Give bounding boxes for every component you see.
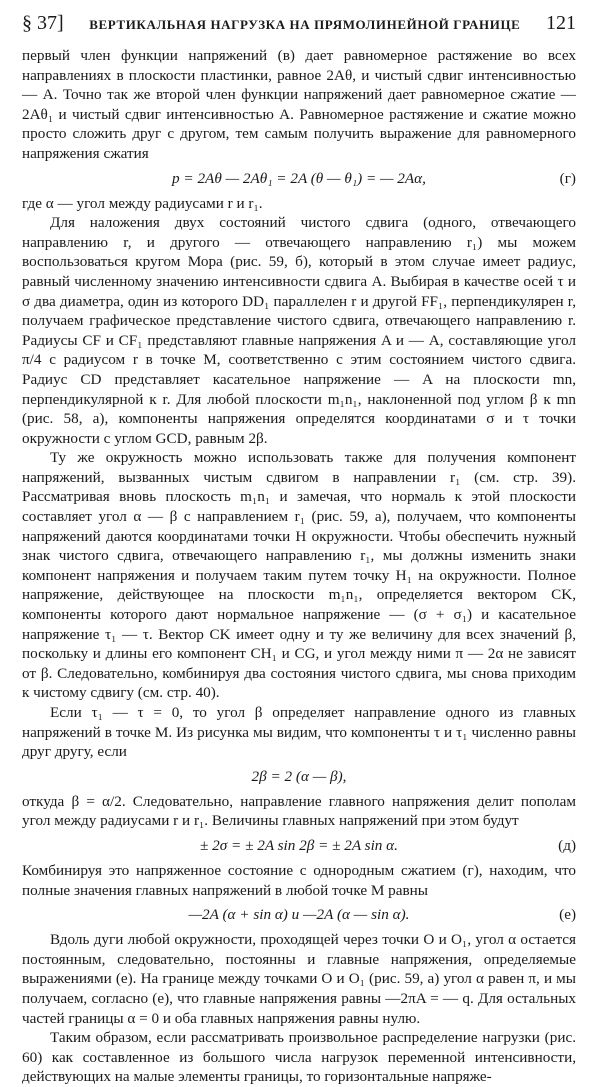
running-title: ВЕРТИКАЛЬНАЯ НАГРУЗКА НА ПРЯМОЛИНЕЙНОЙ ГРАНИЦЕ	[89, 17, 521, 32]
paragraph: откуда β = α/2. Следовательно, направление главного напряжения делит пополам угол между радиусами r и r₁. Величины главных напряжений при этом будут	[22, 792, 576, 830]
equation	[22, 169, 576, 189]
equation	[22, 767, 576, 787]
equation-expression: —2A (α + sin α) и —2A (α — sin α).	[188, 906, 410, 924]
equation	[22, 836, 576, 856]
running-header	[22, 12, 576, 46]
page-number: 121	[545, 12, 576, 34]
equation-expression: p = 2Aθ — 2Aθ₁ = 2A (θ — θ₁) = — 2Aα,	[172, 169, 426, 187]
paragraph: Для наложения двух состояний чистого сдвига (одного, отвечающего направлению r, и другого — отвечающего направлению r₁) мы можем воспользоваться кругом Мора (рис. 59, б), который в этом случае имеет радиус, равный численному значению интенсивности сдвига A. Выбирая в качестве осей τ и σ два диаметра, один из которого DD₁ параллелен r и другой FF₁, перпендикулярен r, получаем графическое представление чистого сдвига, отвечающего направлению r. Радиусы CF и CF₁ представляют главные напряжения A и — A, составляющие угол π/4 с радиусом r в точке M, соответственно с этим состоянием чистого сдвига. Радиус CD представляет касательное напряжение — A на плоскости mn, перпендикулярной к r. Для любой плоскости m₁n₁, наклоненной под углом β к mn (рис. 58, а), компоненты напряжения определятся координатами σ и τ точки окружности с углом GCD, равным 2β.	[22, 214, 576, 447]
section-number: § 37]	[22, 12, 64, 34]
paragraph: первый член функции напряжений (в) дает равномерное растяжение во всех направлениях в плоскости пластинки, равное 2Aθ, и чистый сдвиг интенсивностью — A. Точно так же второй член функции напряжений дает равномерное сжатие —2Aθ₁ и чистый сдвиг интенсивностью A. Равномерное растяжение и сжатие можно просто сложить друг с другом, тем самым получить выражение для равномерного напряжения сжатия	[22, 47, 576, 162]
equation-tag: (д)	[558, 836, 576, 854]
paragraph: Таким образом, если рассматривать произвольное распределение нагрузки (рис. 60) как составленное из большого числа нагрузок переменной интенсивности, действующих на малые элементы границы, то горизонтальные напряже-	[22, 1029, 576, 1086]
page-body	[22, 46, 576, 1087]
equation	[22, 905, 576, 925]
paragraph: Комбинируя это напряженное состояние с однородным сжатием (г), находим, что полные значения главных напряжений в любой точке M равны	[22, 861, 576, 899]
paragraph: где α — угол между радиусами r и r₁.	[22, 194, 263, 212]
paragraph: Ту же окружность можно использовать также для получения компонент напряжений, вызванных чистым сдвигом в направлении r₁ (см. стр. 39). Рассматривая вновь плоскость m₁n₁ и замечая, что нормаль к этой плоскости составляет угол α — β с направлением r₁ (рис. 59, а), получаем, что компоненты напряжений даются координатами точки H окружности. Чтобы обеспечить нужный знак чистого сдвига, отвечающего направлению r₁, мы должны изменить знаки компонент напряжения и получаем таким путем точку H₁ на окружности. Полное напряжение, действующее на плоскости m₁n₁, определяется вектором CK, компоненты которого дают нормальное напряжение — (σ + σ₁) и касательное напряжение τ₁ — τ. Вектор CK имеет одну и ту же величину для всех значений β, поскольку и длины его компонент CH₁ и CG, и угол между ними π — 2α не зависят от β. Следовательно, комбинируя два состояния чистого сдвига, мы снова приходим к чистому сдвигу (см. стр. 40).	[22, 449, 576, 702]
equation-expression: 2β = 2 (α — β),	[251, 767, 347, 785]
equation-expression: ± 2σ = ± 2A sin 2β = ± 2A sin α.	[200, 836, 398, 854]
equation-tag: (е)	[559, 906, 576, 924]
paragraph: Вдоль дуги любой окружности, проходящей через точки O и O₁, угол α остается постоянным, следовательно, постоянны и главные напряжения, определяемые выражениями (е). На границе между точками O и O₁ (рис. 59, а) угол α равен π, и мы получаем, согласно (е), что главные напряжения равны —2πA = — q. Для остальных частей границы α = 0 и оба главных напряжения равны нулю.	[22, 931, 576, 1027]
equation-tag: (г)	[559, 169, 576, 187]
paragraph: Если τ₁ — τ = 0, то угол β определяет направление одного из главных напряжений в точке M. Из рисунка мы видим, что компоненты τ и τ₁ численно равны друг другу, если	[22, 704, 576, 761]
